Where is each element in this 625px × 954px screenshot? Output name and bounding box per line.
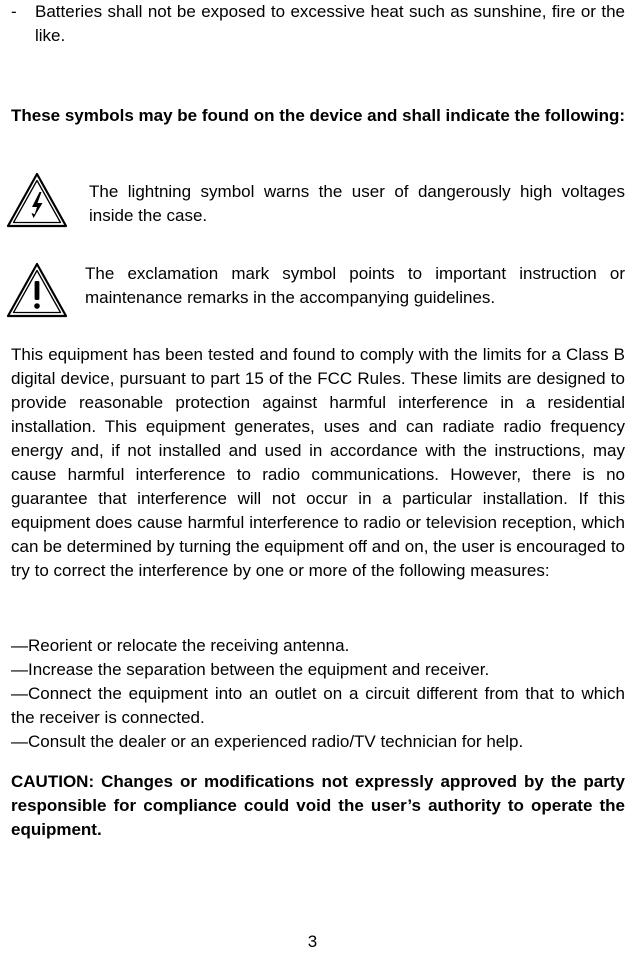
exclamation-symbol-text: The exclamation mark symbol points to important instruction or maintenance remarks in the accompanying guidelines.: [85, 264, 625, 307]
symbols-heading: These symbols may be found on the device and shall indicate the following:: [11, 106, 625, 125]
lightning-symbol-text: The lightning symbol warns the user of dangerously high voltages inside the case.: [89, 182, 625, 225]
exclamation-warning-icon: [5, 260, 69, 320]
list-item: —Connect the equipment into an outlet on a circuit different from that to which the receiver is connected.: [11, 684, 625, 727]
list-item: —Increase the separation between the equipment and receiver.: [11, 660, 490, 679]
measures-list: [11, 634, 625, 754]
battery-warning-text: Batteries shall not be exposed to excessive heat such as sunshine, fire or the like.: [35, 2, 625, 45]
list-item: —Consult the dealer or an experienced radio/TV technician for help.: [11, 732, 524, 751]
caution-notice: CAUTION: Changes or modifications not expressly approved by the party responsible for compliance could void the user’s authority to operate the equipment.: [11, 772, 625, 839]
fcc-statement: This equipment has been tested and found to comply with the limits for a Class B digital device, pursuant to part 15 of the FCC Rules. These limits are designed to provide reasonable protection against harmful interference in a residential installation. This equipment generates, uses and can radiate radio frequency energy and, if not installed and used in accordance with the instructions, may cause harmful interference to radio communications. However, there is no guarantee that interference will not occur in a particular installation. If this equipment does cause harmful interference to radio or television reception, which can be determined by turning the equipment off and on, the user is encouraged to try to correct the interference by one or more of the following measures:: [11, 345, 625, 580]
lightning-warning-icon: [5, 170, 69, 230]
list-item: —Reorient or relocate the receiving antenna.: [11, 636, 350, 655]
page-number: 3: [307, 932, 318, 951]
list-dash: -: [11, 2, 17, 21]
